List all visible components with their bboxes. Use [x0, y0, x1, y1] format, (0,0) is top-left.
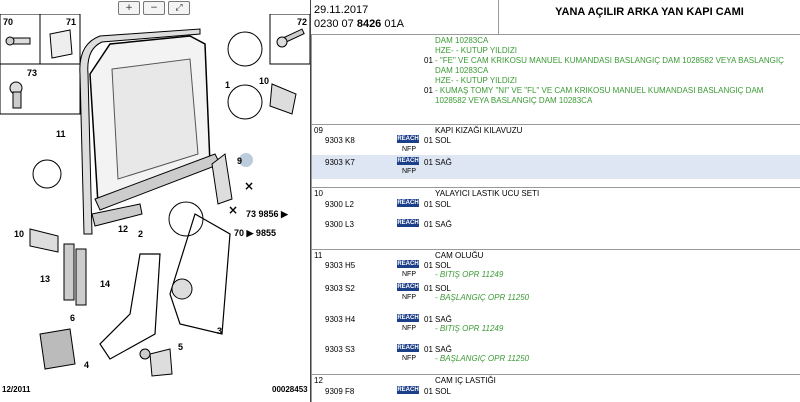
part-description: SAĞ [435, 315, 452, 324]
part-label: 73 [27, 68, 38, 78]
part-reference: 9303 H4 [325, 315, 356, 324]
part-label: 4 [84, 360, 90, 370]
table-row[interactable] [311, 260, 800, 282]
part-description: SOL [435, 136, 452, 145]
reach-badge: REACH [397, 387, 419, 393]
note-line: 1028582 VEYA BASLANGIÇ DAM 10283CA [435, 96, 593, 105]
nfp-label: NFP [402, 325, 416, 332]
diagram-date: 12/2011 [2, 385, 31, 394]
part-label: 6 [70, 313, 76, 323]
part-label: 5 [178, 342, 184, 352]
nfp-label: NFP [402, 271, 416, 278]
part-description: SOL [435, 261, 452, 270]
callout-73: 73 9856 ▶ [246, 209, 288, 219]
callout-70: 70 ▶ 9855 [234, 228, 276, 238]
note-line: DAM 10283CA [435, 66, 489, 75]
zoom-in-button[interactable]: + [118, 1, 140, 15]
part-reference: 9300 L3 [325, 220, 354, 229]
fit-view-button[interactable]: ⤢ [168, 1, 190, 15]
crank-5-icon [150, 349, 172, 376]
ref-prefix: 0230 07 [314, 18, 357, 30]
part-label: 71 [66, 17, 77, 27]
part-reference: 9300 L2 [325, 200, 354, 209]
note-line: - KUMAŞ TOMY "NI" VE "FL" VE CAM KRIKOSU MANUEL KUMANDASI BASLANGIÇ DAM [435, 86, 764, 95]
note-line: HZE- - KUTUP YILDIZI [435, 46, 517, 55]
guide-9-icon [212, 154, 232, 204]
reach-badge: REACH [397, 284, 419, 290]
regulator-motor-icon [172, 279, 192, 299]
quantity: 01 [424, 200, 433, 209]
part-label: 13 [40, 274, 51, 284]
switch-6-icon [40, 329, 75, 369]
section-number: 12 [314, 376, 323, 385]
page-title: YANA AÇILIR ARKA YAN KAPI CAMI [555, 6, 744, 18]
quantity: 01 [424, 158, 433, 167]
reach-badge: REACH [397, 220, 419, 226]
screw-72-icon [277, 29, 304, 47]
part-note: - BAŞLANGIÇ OPR 11250 [435, 354, 530, 363]
part-description: SOL [435, 200, 452, 209]
quantity: 01 [424, 56, 433, 65]
part-label: 10 [14, 229, 25, 239]
section-divider [311, 374, 800, 375]
reach-badge: REACH [397, 261, 419, 267]
section-divider [311, 187, 800, 188]
part-label: 72 [297, 17, 308, 27]
section-divider [311, 249, 800, 250]
part-label: 70 [3, 17, 14, 27]
exploded-parts-diagram [0, 14, 310, 384]
strip-14b-icon [76, 249, 86, 305]
section-title: CAM OLUĞU [435, 251, 484, 260]
part-label: 1 [225, 80, 231, 90]
regulator-arm-4 [100, 254, 160, 359]
bracket-10-icon [270, 84, 296, 114]
diagram-panel [0, 0, 311, 402]
part-reference: 9309 F8 [325, 387, 355, 396]
part-description: SAĞ [435, 345, 452, 354]
table-row[interactable] [311, 283, 800, 305]
quantity: 01 [424, 387, 433, 396]
part-note: - BITIŞ OPR 11249 [435, 270, 504, 279]
quantity: 01 [424, 284, 433, 293]
section-title: CAM IÇ LASTIĞI [435, 376, 496, 385]
note-line: DAM 10283CA [435, 36, 489, 45]
note-line: - "FE" VE CAM KRIKOSU MANUEL KUMANDASI BASLANGIÇ DAM 1028582 VEYA BASLANGIÇ [435, 56, 784, 65]
screw-70-icon [6, 37, 30, 45]
reach-badge: REACH [397, 158, 419, 164]
part-label: 3 [217, 326, 223, 336]
part-description: SOL [435, 284, 452, 293]
table-row[interactable] [311, 135, 800, 155]
nfp-label: NFP [402, 168, 416, 175]
diagram-code: 00028453 [272, 385, 308, 394]
note-line: HZE- - KUTUP YILDIZI [435, 76, 517, 85]
clip-71-icon [50, 30, 72, 58]
cross-marker: × [228, 203, 239, 217]
section-title: KAPI KIZAĞI KILAVUZU [435, 126, 523, 135]
part-description: SAĞ [435, 220, 452, 229]
cross-marker: × [244, 179, 255, 193]
section-number: 11 [314, 251, 323, 260]
part-label: 12 [118, 224, 129, 234]
part-reference: 9303 S3 [325, 345, 355, 354]
part-note: - BITIŞ OPR 11249 [435, 324, 504, 333]
reach-badge: REACH [397, 200, 419, 206]
table-row[interactable] [311, 344, 800, 366]
part-label: 10 [259, 76, 270, 86]
column-divider [311, 34, 312, 402]
part-reference: 9303 K7 [325, 158, 355, 167]
table-row[interactable] [311, 199, 800, 211]
header-date: 29.11.2017 [314, 4, 369, 16]
part-label: 2 [138, 229, 144, 239]
part-label: 11 [56, 129, 66, 139]
detail-circle [228, 85, 262, 119]
reach-badge: REACH [397, 136, 419, 142]
parts-list-header [311, 0, 800, 35]
quantity: 01 [424, 261, 433, 270]
part-reference: 9303 H5 [325, 261, 356, 270]
bracket-10-left-icon [30, 229, 58, 252]
nfp-label: NFP [402, 146, 416, 153]
detail-circle [228, 32, 262, 66]
table-row[interactable] [311, 386, 800, 398]
part-label: 14 [100, 279, 111, 289]
parts-list-panel [311, 0, 800, 402]
section-title: YALAYICI LASTIK UCU SETI [435, 189, 540, 198]
screw-73-icon [10, 82, 22, 108]
part-reference: 9303 K8 [325, 136, 355, 145]
ref-suffix: 01A [381, 18, 404, 30]
quantity: 01 [424, 220, 433, 229]
quantity: 01 [424, 315, 433, 324]
detail-circle [33, 160, 61, 188]
reach-badge: REACH [397, 315, 419, 321]
part-description: SAĞ [435, 158, 452, 167]
reach-badge: REACH [397, 345, 419, 351]
header-reference [314, 18, 404, 30]
part-label: 9 [237, 156, 243, 166]
quantity: 01 [424, 86, 433, 95]
washer-icon [140, 349, 150, 359]
zoom-out-button[interactable]: − [143, 1, 165, 15]
part-description: SOL [435, 387, 452, 396]
quantity: 01 [424, 136, 433, 145]
strip-14-icon [64, 244, 74, 300]
diagram-toolbar [118, 1, 190, 14]
nfp-label: NFP [402, 355, 416, 362]
table-row[interactable] [311, 314, 800, 336]
quantity: 01 [424, 345, 433, 354]
ref-bold: 8426 [356, 18, 382, 30]
part-reference: 9303 S2 [325, 284, 355, 293]
section-number: 09 [314, 126, 323, 135]
section-divider [311, 124, 800, 125]
part-note: - BAŞLANGIÇ OPR 11250 [435, 293, 530, 302]
table-row-selected[interactable] [311, 157, 800, 177]
detail-circle [169, 202, 203, 236]
section-number: 10 [314, 189, 323, 198]
table-row[interactable] [311, 219, 800, 231]
nfp-label: NFP [402, 294, 416, 301]
